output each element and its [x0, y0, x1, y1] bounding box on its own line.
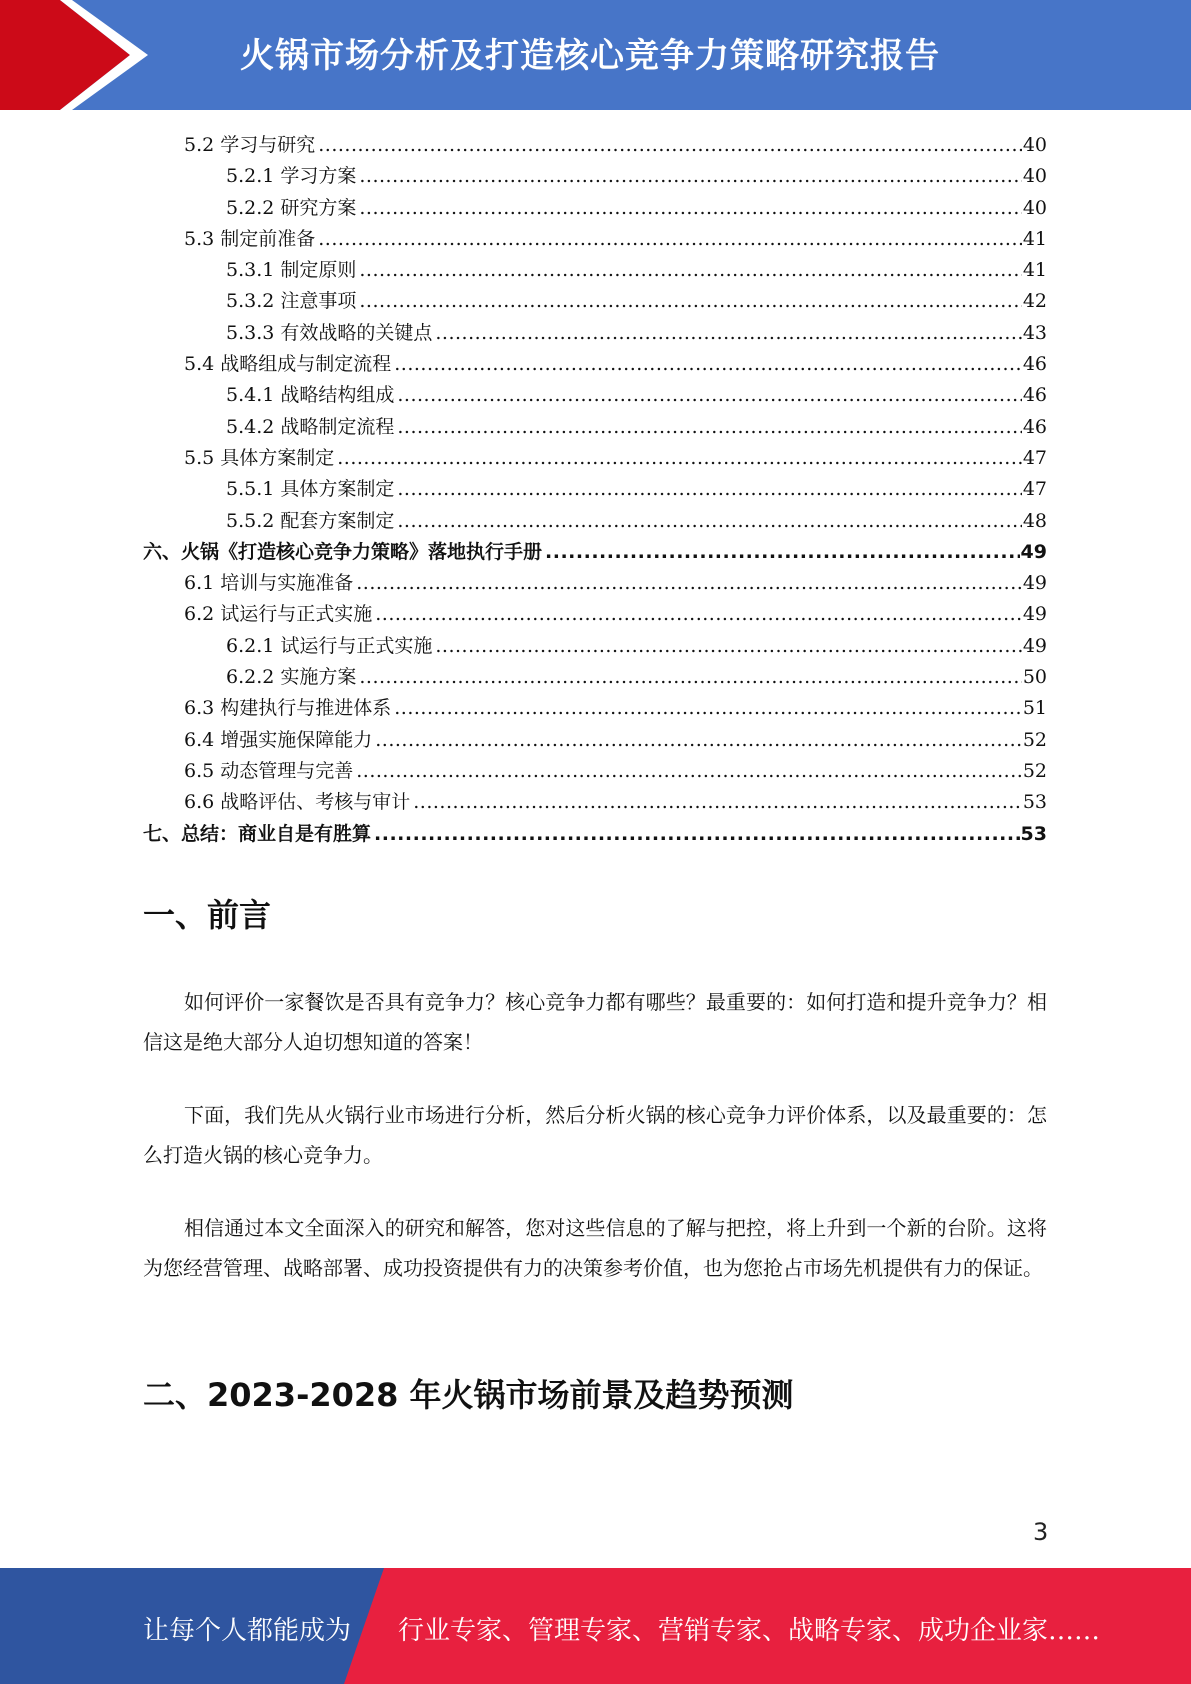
toc-entry-title: 6.4 增强实施保障能力 — [184, 728, 373, 751]
toc-entry[interactable] — [143, 380, 1047, 411]
toc-entry-page: 46 — [1022, 353, 1047, 376]
report-title: 火锅市场分析及打造核心竞争力策略研究报告 — [240, 36, 940, 76]
toc-entry-title: 5.2 学习与研究 — [184, 134, 316, 156]
toc-entry[interactable] — [143, 537, 1047, 568]
toc-entry-page: 53 — [1022, 791, 1047, 814]
toc-entry-title: 6.3 构建执行与推进体系 — [184, 697, 392, 720]
toc-entry-title: 6.6 战略评估、考核与审计 — [184, 791, 411, 814]
toc-entry[interactable] — [143, 443, 1047, 474]
toc-entry-page: 52 — [1022, 759, 1047, 782]
toc-entry[interactable] — [143, 787, 1047, 818]
toc-entry-title: 5.3.3 有效战略的关键点 — [226, 321, 433, 344]
footer-slogan-right: 行业专家、管理专家、营销专家、战略专家、成功企业家…… — [398, 1616, 1101, 1646]
toc-entry-page: 51 — [1022, 697, 1047, 720]
toc-entry[interactable] — [143, 161, 1047, 192]
toc-entry[interactable] — [143, 193, 1047, 224]
toc-dot-leader — [397, 412, 1021, 443]
toc-entry-title: 6.2 试运行与正式实施 — [184, 603, 373, 626]
toc-entry-page: 48 — [1022, 509, 1047, 532]
toc-dot-leader — [374, 819, 1020, 850]
toc-entry-page: 40 — [1022, 134, 1047, 156]
toc-entry-title: 6.1 培训与实施准备 — [184, 572, 354, 595]
toc-entry-page: 40 — [1022, 165, 1047, 188]
toc-entry-title: 5.3.1 制定原则 — [226, 259, 357, 282]
toc-dot-leader — [337, 443, 1022, 474]
toc-entry-title: 5.5.1 具体方案制定 — [226, 478, 395, 501]
toc-entry[interactable] — [143, 130, 1047, 161]
toc-entry-page: 49 — [1022, 603, 1047, 626]
toc-entry-title: 6.5 动态管理与完善 — [184, 759, 354, 782]
toc-dot-leader — [397, 474, 1021, 505]
toc-dot-leader — [359, 193, 1021, 224]
toc-entry[interactable] — [143, 318, 1047, 349]
toc-dot-leader — [413, 787, 1022, 818]
toc-dot-leader — [375, 725, 1022, 756]
toc-entry-title: 5.4 战略组成与制定流程 — [184, 353, 392, 376]
toc-entry-page: 42 — [1022, 290, 1047, 313]
toc-dot-leader — [397, 380, 1021, 411]
toc-entry[interactable] — [143, 224, 1047, 255]
toc-dot-leader — [359, 662, 1021, 693]
footer-banner — [0, 1568, 1191, 1684]
toc-dot-leader — [356, 568, 1022, 599]
preface-paragraph-2: 下面，我们先从火锅行业市场进行分析，然后分析火锅的核心竞争力评价体系，以及最重要的：怎么打造火锅的核心竞争力。 — [143, 1103, 1047, 1167]
toc-entry[interactable] — [143, 474, 1047, 505]
toc-entry[interactable] — [143, 349, 1047, 380]
forecast-heading: 二、2023-2028 年火锅市场前景及趋势预测 — [143, 1376, 794, 1414]
toc-entry-title: 5.3.2 注意事项 — [226, 290, 357, 313]
preface-paragraph-3: 相信通过本文全面深入的研究和解答，您对这些信息的了解与把控，将上升到一个新的台阶。这将为您经营管理、战略部署、成功投资提供有力的决策参考价值，也为您抢占市场先机提供有力的保证。 — [143, 1216, 1047, 1280]
toc-entry-page: 50 — [1022, 666, 1047, 689]
toc-dot-leader — [318, 224, 1022, 255]
page-number: 3 — [1033, 1518, 1049, 1546]
toc-entry[interactable] — [143, 255, 1047, 286]
toc-entry-page: 49 — [1022, 634, 1047, 657]
toc-dot-leader — [359, 161, 1021, 192]
toc-entry-page: 47 — [1022, 446, 1047, 469]
toc-dot-leader — [359, 255, 1021, 286]
toc-entry[interactable] — [143, 568, 1047, 599]
preface-paragraph-1: 如何评价一家餐饮是否具有竞争力？核心竞争力都有哪些？最重要的：如何打造和提升竞争力？相信这是绝大部分人迫切想知道的答案！ — [143, 990, 1047, 1054]
toc-entry[interactable] — [143, 756, 1047, 787]
toc-entry-page: 43 — [1022, 321, 1047, 344]
toc-entry[interactable] — [143, 599, 1047, 630]
toc-entry-title: 6.2.2 实施方案 — [226, 666, 357, 689]
toc-entry-page: 41 — [1022, 259, 1047, 282]
toc-entry[interactable] — [143, 286, 1047, 317]
toc-entry-page: 49 — [1020, 540, 1047, 563]
toc-entry[interactable] — [143, 631, 1047, 662]
toc-entry[interactable] — [143, 662, 1047, 693]
toc-dot-leader — [397, 506, 1021, 537]
toc-entry-title: 5.3 制定前准备 — [184, 227, 316, 250]
toc-dot-leader — [435, 631, 1021, 662]
toc-dot-leader — [435, 318, 1021, 349]
table-of-contents — [143, 130, 1047, 850]
toc-entry-title: 5.2.2 研究方案 — [226, 196, 357, 219]
toc-entry-title: 5.4.2 战略制定流程 — [226, 415, 395, 438]
toc-entry-page: 53 — [1020, 822, 1047, 845]
toc-entry[interactable] — [143, 693, 1047, 724]
toc-dot-leader — [545, 537, 1020, 568]
toc-entry-page: 41 — [1022, 227, 1047, 250]
toc-dot-leader — [375, 599, 1022, 630]
toc-dot-leader — [394, 693, 1022, 724]
toc-entry[interactable] — [143, 725, 1047, 756]
toc-entry-page: 52 — [1022, 728, 1047, 751]
toc-entry-title: 5.5 具体方案制定 — [184, 446, 335, 469]
toc-entry-title: 5.2.1 学习方案 — [226, 165, 357, 188]
toc-entry[interactable] — [143, 819, 1047, 850]
toc-entry-page: 40 — [1022, 196, 1047, 219]
header-banner — [0, 0, 1191, 110]
toc-entry[interactable] — [143, 412, 1047, 443]
toc-entry-page: 46 — [1022, 415, 1047, 438]
toc-entry-title: 5.4.1 战略结构组成 — [226, 384, 395, 407]
toc-entry-page: 47 — [1022, 478, 1047, 501]
toc-entry[interactable] — [143, 506, 1047, 537]
toc-entry-title: 七、总结：商业自是有胜算 — [143, 822, 372, 845]
footer-slogan-left: 让每个人都能成为 — [143, 1616, 352, 1646]
preface-heading: 一、前言 — [143, 896, 272, 934]
toc-entry-title: 5.5.2 配套方案制定 — [226, 509, 395, 532]
toc-entry-title: 6.2.1 试运行与正式实施 — [226, 634, 433, 657]
toc-entry-page: 49 — [1022, 572, 1047, 595]
toc-dot-leader — [394, 349, 1022, 380]
toc-dot-leader — [318, 130, 1022, 161]
toc-dot-leader — [356, 756, 1022, 787]
toc-dot-leader — [359, 286, 1021, 317]
toc-entry-page: 46 — [1022, 384, 1047, 407]
toc-entry-title: 六、火锅《打造核心竞争力策略》落地执行手册 — [143, 540, 543, 563]
